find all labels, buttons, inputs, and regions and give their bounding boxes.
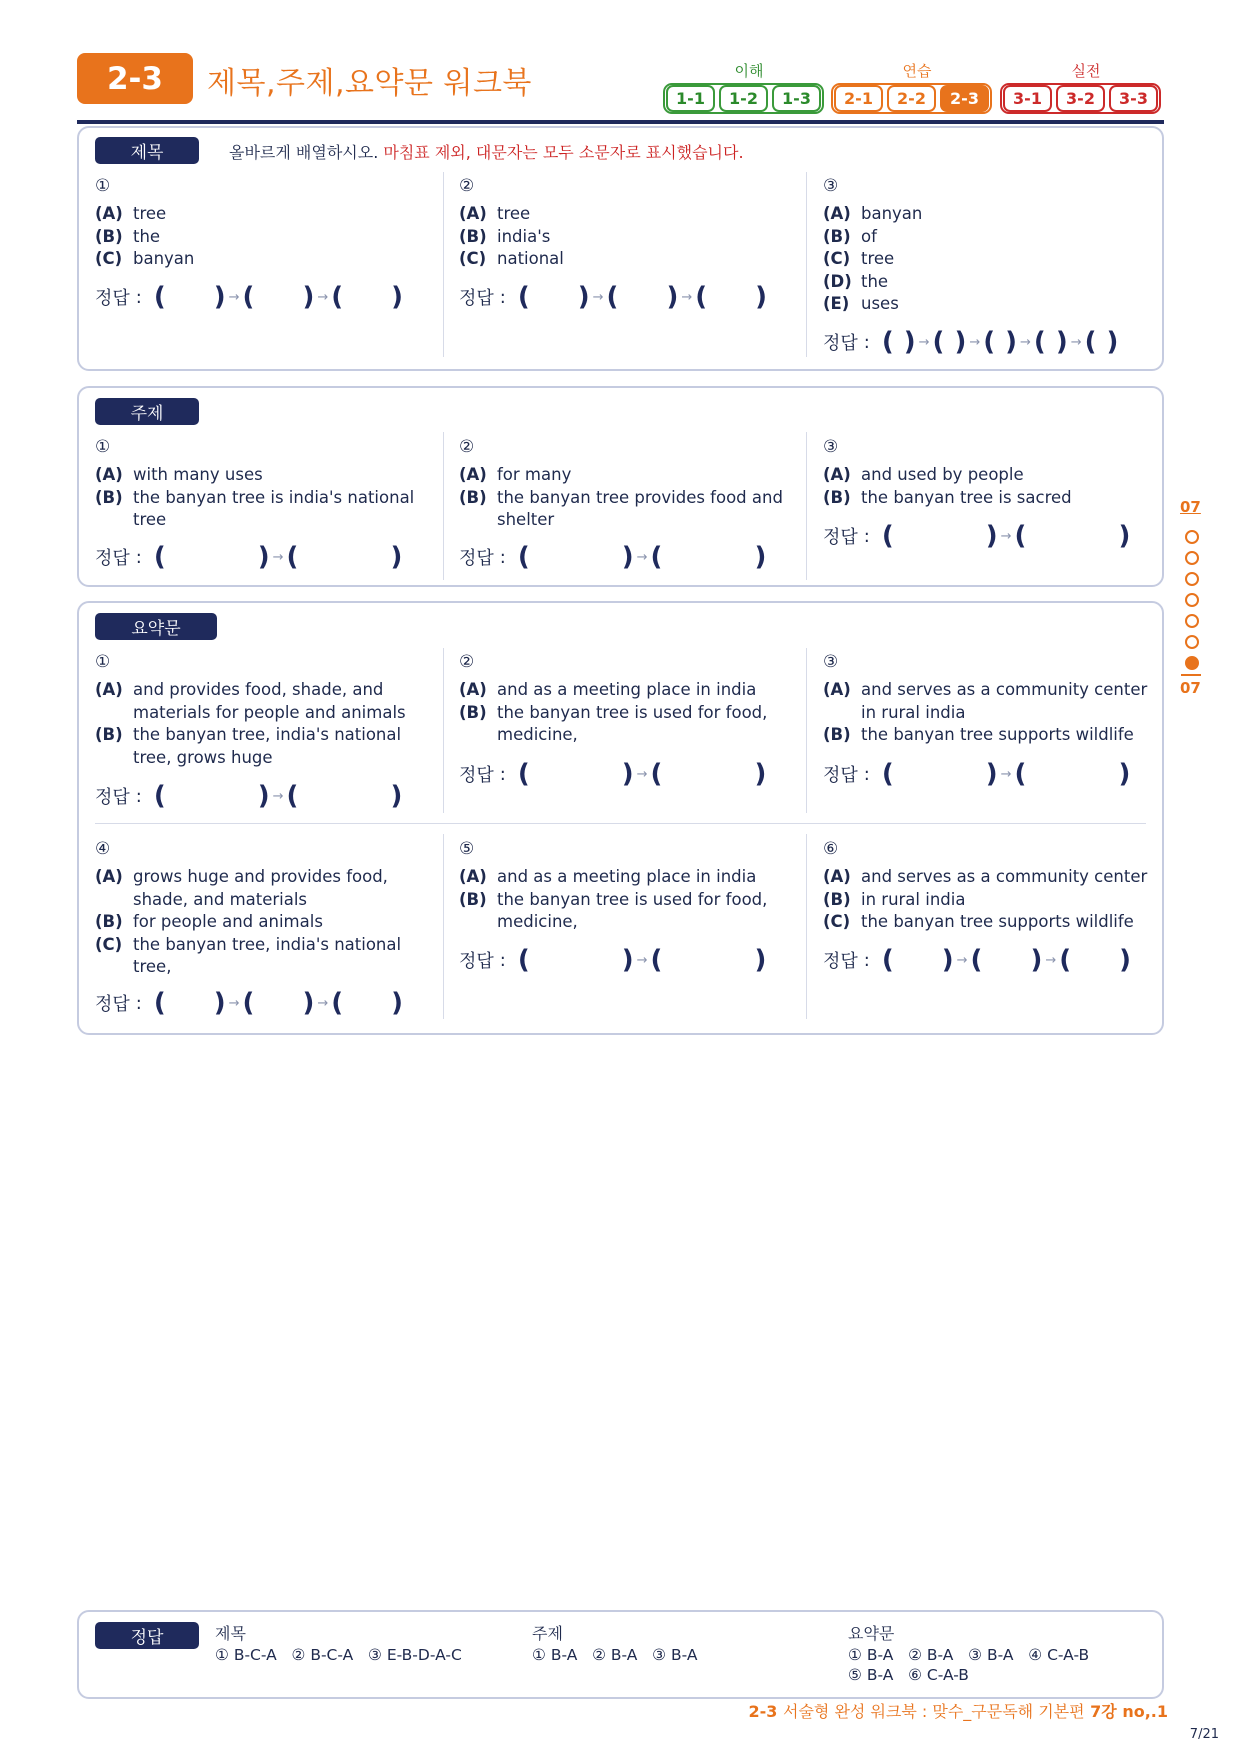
item-text: and as a meeting place in india <box>497 680 757 699</box>
question-items <box>95 203 194 271</box>
answer-label: 정답 <box>459 548 494 569</box>
question-items <box>823 203 922 316</box>
item-text: banyan <box>133 249 195 268</box>
item-text: the banyan tree, india's national tree, <box>133 934 402 976</box>
item-text: the banyan tree supports wildlife <box>861 725 1134 744</box>
item-text: uses <box>861 294 899 313</box>
key-summary-answers: ① B-A ② B-A ③ B-A ④ C-A-B <box>848 1646 1090 1664</box>
answer-label: 정답 <box>823 765 858 786</box>
question-items <box>823 679 1151 747</box>
answer-label: 정답 <box>823 951 858 972</box>
answer-row[interactable]: 정답 : ( ) → ( ) <box>459 945 767 975</box>
question-number: ③ <box>823 176 839 196</box>
item-text: of <box>861 226 877 246</box>
item-text: in rural india <box>861 889 966 909</box>
page-title: 제목,주제,요약문 워크북 <box>207 66 532 101</box>
question-number: ③ <box>823 437 839 457</box>
item-label: (A) <box>95 680 123 699</box>
column-divider <box>443 432 444 580</box>
answer-row[interactable]: 정답 : ( ) → ( ) → ( ) <box>95 282 404 312</box>
progress-dot[interactable] <box>1185 635 1199 649</box>
column-divider <box>806 432 807 580</box>
side-page-bottom: 07 <box>1180 679 1201 697</box>
question-number: ① <box>95 437 111 457</box>
item-label: (B) <box>823 487 851 507</box>
topic-section-tag: 주제 <box>95 398 199 425</box>
answer-row[interactable]: 정답 : ( ) → ( ) <box>95 542 403 572</box>
question-items <box>95 464 433 532</box>
footer-lesson: 7강 no,.1 <box>1090 1702 1168 1721</box>
title-section-tag: 제목 <box>95 137 199 164</box>
answer-colon: : <box>499 949 506 971</box>
answer-label: 정답 <box>95 548 130 569</box>
question-items <box>95 866 413 979</box>
answer-colon: : <box>499 286 506 308</box>
item-text: tree <box>133 204 167 223</box>
answer-colon: : <box>499 546 506 568</box>
item-label: (E) <box>823 294 850 313</box>
item-text: the <box>133 226 161 246</box>
instruction-note: 마침표 제외, 대문자는 모두 소문자로 표시했습니다. <box>383 143 744 162</box>
item-text: tree <box>497 204 531 223</box>
instruction-text: 올바르게 배열하시오. <box>229 143 379 162</box>
question-number: ③ <box>823 652 839 672</box>
item-text: and provides food, shade, and materials for people and animals <box>133 680 406 722</box>
item-text: and as a meeting place in india <box>497 867 757 886</box>
column-divider <box>443 172 444 357</box>
item-label: (C) <box>823 912 851 931</box>
answer-row[interactable]: 정답 : ( ) → ( ) → ( ) <box>823 945 1132 975</box>
question-items <box>459 866 797 934</box>
item-text: and serves as a community center in rural india <box>861 680 1148 722</box>
column-divider <box>806 834 807 1019</box>
answer-row[interactable]: 정답 : ( ) → ( ) <box>823 521 1131 551</box>
lesson-badge: 2-3 <box>77 53 193 104</box>
side-divider <box>1181 674 1201 676</box>
header-rule <box>77 120 1164 124</box>
page-number: 7/21 <box>1189 1727 1219 1742</box>
group-label-real: 실전 <box>1071 62 1101 80</box>
answer-colon: : <box>135 992 142 1014</box>
item-label: (B) <box>823 226 851 246</box>
answer-colon: : <box>863 331 870 353</box>
item-text: for people and animals <box>133 912 323 931</box>
answer-label: 정답 <box>459 288 494 309</box>
key-summary-answers-2: ⑤ B-A ⑥ C-A-B <box>848 1666 969 1684</box>
item-label: (A) <box>823 204 851 223</box>
question-items <box>823 866 1161 934</box>
item-label: (B) <box>95 725 123 744</box>
item-label: (B) <box>459 226 487 246</box>
tab-3-1[interactable]: 3-1 <box>1003 85 1052 112</box>
item-text: for many <box>497 465 572 484</box>
question-number: ④ <box>95 839 111 859</box>
item-label: (C) <box>823 249 851 268</box>
answer-label: 정답 <box>459 951 494 972</box>
tab-3-2[interactable]: 3-2 <box>1056 85 1105 112</box>
answer-label: 정답 <box>823 333 858 354</box>
item-label: (A) <box>823 680 851 699</box>
question-number: ⑤ <box>459 839 475 859</box>
answer-row[interactable]: 정답 : ( ) → ( ) → ( ) <box>95 988 404 1018</box>
item-label: (B) <box>459 487 487 507</box>
item-text: banyan <box>861 204 923 223</box>
item-label: (B) <box>95 226 123 246</box>
item-text: and used by people <box>861 465 1024 484</box>
answer-row[interactable]: 정답 : ( ) → ( ) → ( ) <box>459 282 768 312</box>
item-text: the banyan tree supports wildlife <box>861 912 1134 931</box>
answer-label: 정답 <box>95 994 130 1015</box>
question-number: ② <box>459 176 475 196</box>
group-label-understand: 이해 <box>734 62 764 80</box>
item-label: (A) <box>459 204 487 223</box>
item-label: (B) <box>459 702 487 722</box>
summary-section-tag: 요약문 <box>95 613 217 640</box>
answer-colon: : <box>135 546 142 568</box>
item-label: (B) <box>95 487 123 507</box>
item-text: the banyan tree is used for food, medicine, <box>497 889 768 931</box>
answer-label: 정답 <box>95 787 130 808</box>
answer-colon: : <box>135 785 142 807</box>
group-label-practice: 연습 <box>902 62 932 80</box>
item-text: the banyan tree, india's national tree, grows huge <box>133 725 402 767</box>
question-items <box>823 464 1161 509</box>
key-summary-heading: 요약문 <box>848 1624 895 1643</box>
side-page-top: 07 <box>1180 498 1201 516</box>
item-text: with many uses <box>133 465 263 484</box>
tab-2-1[interactable]: 2-1 <box>834 85 883 112</box>
item-text: grows huge and provides food, shade, and materials <box>133 867 388 909</box>
answer-colon: : <box>863 949 870 971</box>
tab-3-3[interactable]: 3-3 <box>1109 85 1158 112</box>
progress-dot[interactable] <box>1185 530 1199 544</box>
key-topic-heading: 주제 <box>532 1624 563 1643</box>
item-text: the <box>861 271 889 291</box>
answer-label: 정답 <box>459 765 494 786</box>
key-topic-answers: ① B-A ② B-A ③ B-A <box>532 1646 698 1664</box>
question-number: ① <box>95 652 111 672</box>
question-items <box>95 679 423 769</box>
key-title-heading: 제목 <box>215 1624 246 1643</box>
tab-1-2[interactable]: 1-2 <box>719 85 768 112</box>
item-text: tree <box>861 249 895 268</box>
answer-colon: : <box>499 763 506 785</box>
item-text: the banyan tree provides food and shelter <box>497 487 783 529</box>
answer-row[interactable]: 정답 : ( ) → ( ) <box>95 781 403 811</box>
progress-dot-active[interactable] <box>1185 656 1199 670</box>
footer-code: 2-3 <box>748 1702 778 1721</box>
question-items <box>459 203 564 271</box>
question-items <box>459 464 797 532</box>
progress-dot[interactable] <box>1185 572 1199 586</box>
tab-2-2[interactable]: 2-2 <box>887 85 936 112</box>
item-label: (B) <box>95 912 123 931</box>
item-text: national <box>497 249 564 268</box>
tab-1-1[interactable]: 1-1 <box>666 85 715 112</box>
column-divider <box>806 648 807 813</box>
row-divider <box>95 823 1146 824</box>
item-text: the banyan tree is sacred <box>861 487 1072 507</box>
footer-text: 서술형 완성 워크북 : 맞수_구문독해 기본편 <box>783 1702 1085 1721</box>
answer-label: 정답 <box>823 527 858 548</box>
item-label: (B) <box>459 889 487 909</box>
progress-dot[interactable] <box>1185 551 1199 565</box>
answer-row[interactable]: 정답 : ( ) → ( ) <box>823 759 1131 789</box>
answer-row[interactable]: 정답 : ( ) → ( ) <box>459 542 767 572</box>
progress-dot[interactable] <box>1185 614 1199 628</box>
item-text: the banyan tree is india's national tree <box>133 487 415 529</box>
column-divider <box>806 172 807 357</box>
question-number: ⑥ <box>823 839 839 859</box>
answer-colon: : <box>135 286 142 308</box>
item-label: (B) <box>823 725 851 744</box>
item-label: (C) <box>95 934 123 954</box>
answer-colon: : <box>863 525 870 547</box>
key-title-answers: ① B-C-A ② B-C-A ③ E-B-D-A-C <box>215 1646 462 1664</box>
item-text: india's <box>497 226 551 246</box>
question-number: ② <box>459 437 475 457</box>
item-label: (A) <box>459 680 487 699</box>
item-text: the banyan tree is used for food, medicine, <box>497 702 768 744</box>
question-number: ② <box>459 652 475 672</box>
item-label: (A) <box>459 465 487 484</box>
question-number: ① <box>95 176 111 196</box>
item-label: (C) <box>95 249 123 268</box>
tab-2-3[interactable]: 2-3 <box>940 85 989 112</box>
instruction <box>229 140 744 163</box>
answer-label: 정답 <box>95 288 130 309</box>
footer <box>749 1699 1168 1722</box>
item-label: (A) <box>823 867 851 886</box>
item-text: and serves as a community center <box>861 867 1148 886</box>
progress-dot[interactable] <box>1185 593 1199 607</box>
answer-row[interactable]: 정답 : ( ) → ( ) <box>459 759 767 789</box>
item-label: (A) <box>459 867 487 886</box>
item-label: (A) <box>95 867 123 886</box>
item-label: (A) <box>823 465 851 484</box>
answer-row[interactable]: 정답 : ( ) → ( ) → ( ) → ( ) → ( ) <box>823 327 1119 357</box>
answer-key-tag: 정답 <box>95 1622 199 1649</box>
answer-colon: : <box>863 763 870 785</box>
item-label: (C) <box>459 249 487 268</box>
item-label: (A) <box>95 465 123 484</box>
tab-1-3[interactable]: 1-3 <box>772 85 821 112</box>
column-divider <box>443 648 444 813</box>
question-items <box>459 679 797 747</box>
item-label: (B) <box>823 889 851 909</box>
item-label: (D) <box>823 271 852 291</box>
item-label: (A) <box>95 204 123 223</box>
column-divider <box>443 834 444 1019</box>
